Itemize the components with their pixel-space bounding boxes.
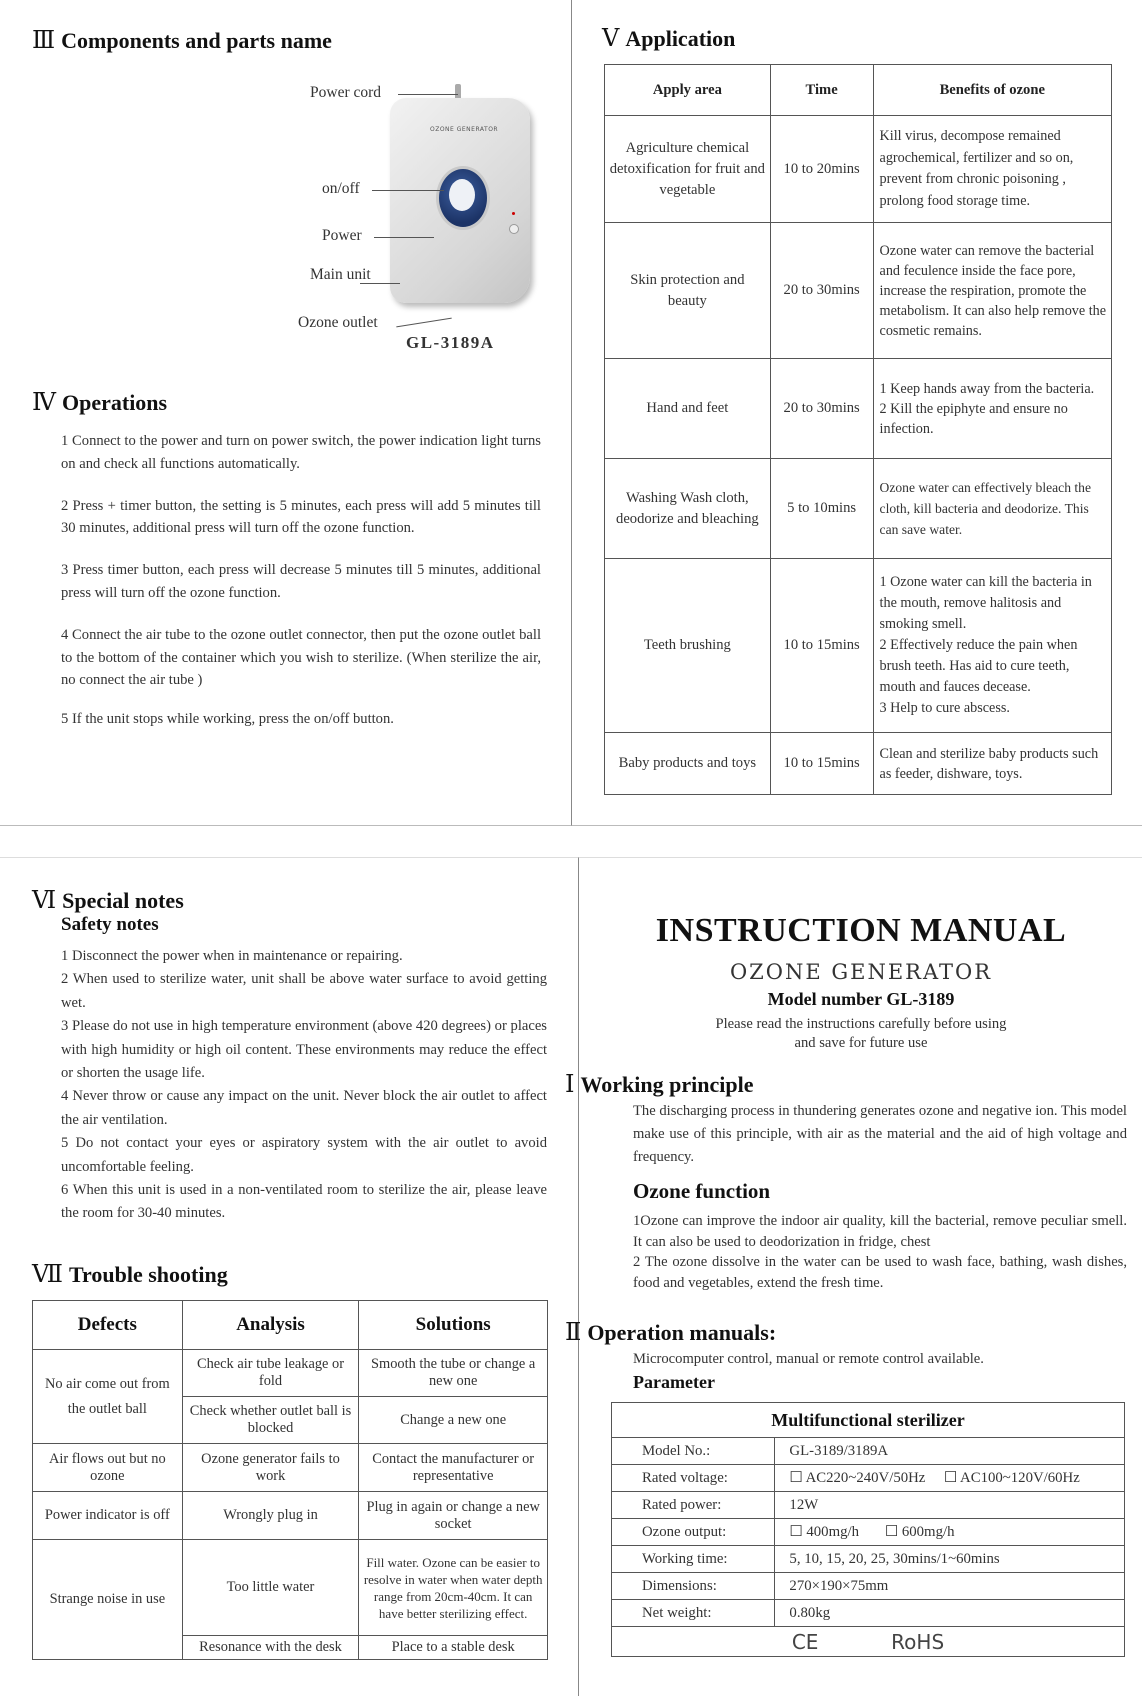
table-header-row bbox=[612, 1403, 1125, 1438]
cell-analysis: Too little water bbox=[182, 1540, 359, 1636]
cell-analysis: Wrongly plug in bbox=[182, 1492, 359, 1540]
manual-title: INSTRUCTION MANUAL bbox=[655, 912, 1067, 949]
label-power: Power bbox=[322, 227, 362, 244]
cell-analysis: Check air tube leakage or fold bbox=[182, 1350, 359, 1397]
leader-line bbox=[398, 94, 458, 95]
table-row bbox=[33, 1492, 548, 1540]
page-components-operations bbox=[0, 0, 572, 826]
cell-solution: Change a new one bbox=[359, 1397, 548, 1444]
operation-item: 3 Press timer button, each press will decrease 5 minutes till 5 minutes, additional press will turn off the ozone function. bbox=[61, 562, 541, 601]
table-row bbox=[612, 1492, 1125, 1519]
param-value: 12W bbox=[775, 1492, 1125, 1519]
operation-item: 4 Connect the air tube to the ozone outlet connector, then put the ozone outlet ball to the bottom of the container which you wish to sterilize. (When sterilize the air, no connect the air tube ) bbox=[61, 626, 541, 689]
ozone-function-item: 1Ozone can improve the indoor air quality, kill the bacterial, remove peculiar smell. It can also be used to deodorization in fridge, chest bbox=[633, 1213, 1127, 1250]
leader-line bbox=[396, 318, 451, 328]
safety-notes-list bbox=[61, 945, 547, 1226]
manual-subtitle: OZONE GENERATOR bbox=[729, 960, 993, 984]
table-header-row bbox=[33, 1301, 548, 1350]
table-header-row bbox=[605, 65, 1112, 116]
parameter-heading: Parameter bbox=[633, 1372, 715, 1392]
working-principle-heading: Ⅰ Working principle bbox=[565, 1072, 754, 1098]
main-unit-body bbox=[390, 98, 530, 303]
cell-solution: Place to a stable desk bbox=[359, 1636, 548, 1660]
table-row bbox=[605, 733, 1112, 795]
label-on-off: on/off bbox=[322, 180, 360, 197]
application-heading: Ⅴ Application bbox=[602, 26, 736, 52]
device-brand-label: OZONE GENERATOR bbox=[430, 126, 499, 133]
cell-area: Agriculture chemical detoxification for fruit and vegetable bbox=[605, 116, 771, 223]
ozone-generator-illustration bbox=[390, 88, 535, 310]
cell-solution: Plug in again or change a new socket bbox=[359, 1492, 548, 1540]
cell-defect: Power indicator is off bbox=[33, 1492, 183, 1540]
special-notes-heading: Ⅵ Special notes bbox=[32, 888, 184, 914]
cell-benefit: Clean and sterilize baby products such as feeder, dishware, toys. bbox=[873, 733, 1111, 795]
table-row bbox=[605, 223, 1112, 359]
table-row bbox=[605, 116, 1112, 223]
ozone-function-heading: Ozone function bbox=[633, 1179, 771, 1203]
trouble-shooting-heading: Ⅶ Trouble shooting bbox=[32, 1262, 228, 1288]
safety-note-item: 2 When used to sterilize water, unit shall be above water surface to avoid getting wet. bbox=[61, 971, 547, 1011]
working-principle-text: The discharging process in thundering generates ozone and negative ion. This model make use of this principle, with air as the material and the aid of high voltage and frequency. bbox=[633, 1103, 1127, 1165]
table-row bbox=[605, 459, 1112, 559]
ozone-function-item: 2 The ozone dissolve in the water can be used to wash face, bathing, wash dishes, food and vegetables, extend the fresh time. bbox=[633, 1254, 1127, 1291]
certification-marks bbox=[612, 1627, 1125, 1657]
table-row bbox=[605, 559, 1112, 733]
parameter-table bbox=[611, 1402, 1125, 1657]
table-row bbox=[612, 1546, 1125, 1573]
cell-time: 20 to 30mins bbox=[770, 359, 873, 459]
param-key: Ozone output: bbox=[612, 1519, 775, 1546]
safety-note-item: 3 Please do not use in high temperature environment (above 420 degrees) or places with high humidity or high oil content. These environments may reduce the effect or shorten the usage life. bbox=[61, 1018, 547, 1082]
table-row bbox=[33, 1444, 548, 1492]
page-cover bbox=[565, 857, 1142, 1696]
table-row bbox=[612, 1465, 1125, 1492]
application-table bbox=[604, 64, 1112, 795]
operation-item: 2 Press + timer button, the setting is 5 minutes, each press will add 5 minutes till 30 minutes, additional press will turn off the ozone function. bbox=[61, 497, 541, 537]
cell-benefit: Ozone water can effectively bleach the cloth, kill bacteria and deodorize. This can save water. bbox=[873, 459, 1111, 559]
param-value: 5, 10, 15, 20, 25, 30mins/1~60mins bbox=[775, 1546, 1125, 1573]
param-key: Rated voltage: bbox=[612, 1465, 775, 1492]
page-application bbox=[572, 0, 1142, 826]
label-ozone-outlet: Ozone outlet bbox=[298, 314, 378, 331]
safety-note-item: 6 When this unit is used in a non-ventilated room to sterilize the air, please leave the room for 30-40 minutes. bbox=[61, 1182, 547, 1222]
cell-time: 10 to 20mins bbox=[770, 116, 873, 223]
cell-benefit: 1 Keep hands away from the bacteria. 2 Kill the epiphyte and ensure no infection. bbox=[873, 359, 1111, 459]
table-row bbox=[612, 1438, 1125, 1465]
label-main-unit: Main unit bbox=[310, 266, 371, 283]
cell-area: Skin protection and beauty bbox=[605, 223, 771, 359]
rohs-mark: RoHS bbox=[891, 1629, 945, 1654]
cell-solution: Fill water. Ozone can be easier to resolve in water when water depth range from 20cm-40cm. It can have better sterilizing effect. bbox=[359, 1540, 548, 1636]
param-key: Dimensions: bbox=[612, 1573, 775, 1600]
param-value: ☐ AC220~240V/50Hz ☐ AC100~120V/60Hz bbox=[775, 1465, 1125, 1492]
cell-area: Washing Wash cloth, deodorize and bleaching bbox=[605, 459, 771, 559]
table-row bbox=[612, 1519, 1125, 1546]
safety-note-item: 5 Do not contact your eyes or aspiratory system with the air outlet to avoid uncomfortable feeling. bbox=[61, 1135, 547, 1175]
header-benefits: Benefits of ozone bbox=[873, 65, 1111, 116]
cell-area: Teeth brushing bbox=[605, 559, 771, 733]
control-panel bbox=[436, 166, 490, 230]
trouble-shooting-table bbox=[32, 1300, 548, 1660]
safety-notes-subtitle: Safety notes bbox=[61, 914, 159, 935]
table-row bbox=[612, 1600, 1125, 1627]
cell-time: 20 to 30mins bbox=[770, 223, 873, 359]
ce-mark: CE bbox=[791, 1629, 819, 1654]
cell-analysis: Ozone generator fails to work bbox=[182, 1444, 359, 1492]
operations-heading: Ⅳ Operations bbox=[32, 390, 168, 416]
cell-time: 10 to 15mins bbox=[770, 559, 873, 733]
ozone-function-list bbox=[633, 1211, 1127, 1293]
header-apply-area: Apply area bbox=[605, 65, 771, 116]
model-label: GL-3189A bbox=[406, 333, 495, 352]
parameter-table-title: Multifunctional sterilizer bbox=[612, 1403, 1125, 1438]
cell-analysis: Check whether outlet ball is blocked bbox=[182, 1397, 359, 1444]
cell-area: Hand and feet bbox=[605, 359, 771, 459]
cell-defect: Air flows out but no ozone bbox=[33, 1444, 183, 1492]
operation-manuals-heading: Ⅱ Operation manuals: bbox=[565, 1320, 777, 1346]
param-key: Net weight: bbox=[612, 1600, 775, 1627]
param-value: 270×190×75mm bbox=[775, 1573, 1125, 1600]
param-value: 0.80kg bbox=[775, 1600, 1125, 1627]
cell-time: 10 to 15mins bbox=[770, 733, 873, 795]
param-value: GL-3189/3189A bbox=[775, 1438, 1125, 1465]
leader-line bbox=[372, 190, 444, 191]
cell-defect: No air come out from the outlet ball bbox=[33, 1350, 183, 1444]
param-key: Rated power: bbox=[612, 1492, 775, 1519]
param-key: Model No.: bbox=[612, 1438, 775, 1465]
table-row bbox=[33, 1540, 548, 1636]
page-notes-trouble bbox=[0, 857, 578, 1696]
safety-note-item: 4 Never throw or cause any impact on the unit. Never block the air outlet to affect the air ventilation. bbox=[61, 1088, 547, 1128]
header-solutions: Solutions bbox=[359, 1301, 548, 1350]
cell-benefit: Kill virus, decompose remained agrochemical, fertilizer and so on, prevent from chronic poisoning , prolong food storage time. bbox=[873, 116, 1111, 223]
read-instructions-note: Please read the instructions carefully before using and save for future use bbox=[715, 1016, 1007, 1051]
power-indicator-icon bbox=[509, 224, 519, 234]
cell-benefit: Ozone water can remove the bacterial and feculence inside the face pore, increase the respiration, promote the metabolism. It can also help remove the cosmetic remains. bbox=[873, 223, 1111, 359]
cell-solution: Contact the manufacturer or representative bbox=[359, 1444, 548, 1492]
header-defects: Defects bbox=[33, 1301, 183, 1350]
operation-manuals-text: Microcomputer control, manual or remote control available. bbox=[633, 1351, 984, 1367]
operation-item: 1 Connect to the power and turn on power switch, the power indication light turns on and check all functions automatically. bbox=[61, 433, 541, 472]
on-off-button-icon bbox=[449, 179, 475, 211]
cell-area: Baby products and toys bbox=[605, 733, 771, 795]
cell-analysis: Resonance with the desk bbox=[182, 1636, 359, 1660]
indicator-light-icon bbox=[512, 212, 515, 215]
header-time: Time bbox=[770, 65, 873, 116]
param-key: Working time: bbox=[612, 1546, 775, 1573]
table-row bbox=[33, 1350, 548, 1397]
operations-list bbox=[61, 430, 541, 731]
table-row bbox=[612, 1573, 1125, 1600]
cell-benefit: 1 Ozone water can kill the bacteria in the mouth, remove halitosis and smoking smell. 2 Effectively reduce the pain when brush teeth. Has aid to cure teeth, mouth and fauces decease. 3 Help to cure abscess. bbox=[873, 559, 1111, 733]
cell-defect: Strange noise in use bbox=[33, 1540, 183, 1660]
table-row bbox=[612, 1627, 1125, 1657]
cell-time: 5 to 10mins bbox=[770, 459, 873, 559]
header-analysis: Analysis bbox=[182, 1301, 359, 1350]
leader-line bbox=[374, 237, 434, 238]
label-power-cord: Power cord bbox=[310, 84, 382, 101]
table-row bbox=[605, 359, 1112, 459]
cell-solution: Smooth the tube or change a new one bbox=[359, 1350, 548, 1397]
operation-item: 5 If the unit stops while working, press the on/off button. bbox=[61, 711, 394, 728]
safety-note-item: 1 Disconnect the power when in maintenance or repairing. bbox=[61, 948, 403, 964]
components-heading: Ⅲ Components and parts name bbox=[32, 28, 332, 54]
model-number-line: Model number GL-3189 bbox=[767, 989, 955, 1009]
param-value: ☐ 400mg/h ☐ 600mg/h bbox=[775, 1519, 1125, 1546]
